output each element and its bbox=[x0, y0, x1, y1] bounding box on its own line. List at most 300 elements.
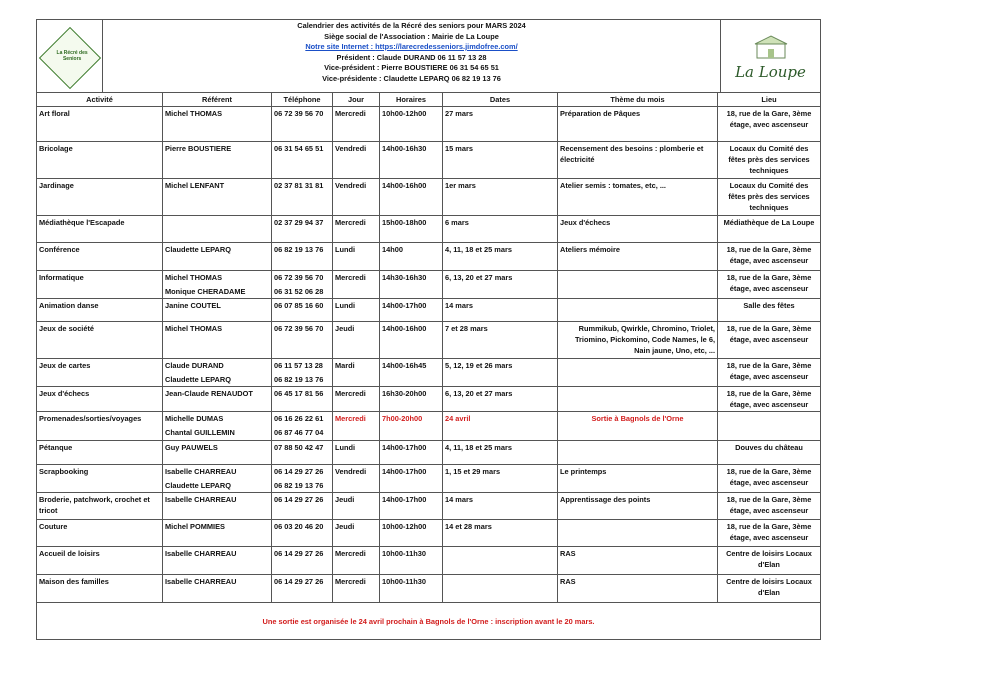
referent-text: Isabelle CHARREAU bbox=[165, 495, 237, 504]
activite-text: Scrapbooking bbox=[39, 467, 89, 476]
horaires-text: 14h00-17h00 bbox=[382, 301, 427, 310]
telephone-text: 06 31 54 65 51 bbox=[274, 144, 324, 153]
dates-text: 1er mars bbox=[445, 181, 476, 190]
table-row bbox=[37, 359, 821, 387]
horaires-text: 14h00-16h30 bbox=[382, 144, 427, 153]
horaires-text: 14h00-17h00 bbox=[382, 495, 427, 504]
telephone-cell bbox=[272, 359, 333, 387]
jour-text: Mercredi bbox=[335, 109, 366, 118]
activities-table bbox=[36, 92, 821, 640]
telephone-cell bbox=[272, 179, 333, 216]
siege-line: Siège social de l'Association : Mairie de La Loupe bbox=[324, 31, 499, 41]
site-label: Notre site Internet : bbox=[305, 42, 376, 51]
dates-cell bbox=[443, 547, 558, 575]
lieu-text: 18, rue de la Gare, 3ème étage, avec ascenseur bbox=[726, 245, 812, 265]
referent-cell bbox=[163, 179, 272, 216]
referent-text: Guy PAUWELS bbox=[165, 443, 218, 452]
horaires-text: 14h00-16h45 bbox=[382, 361, 427, 370]
president-line: Président : Claude DURAND 06 11 57 13 28 bbox=[336, 52, 487, 62]
theme-cell bbox=[558, 107, 718, 142]
theme-cell bbox=[558, 299, 718, 322]
activite-text: Jeux d'échecs bbox=[39, 389, 90, 398]
col-horaires: Horaires bbox=[380, 93, 443, 107]
telephone-text: 06 72 39 56 70 bbox=[274, 273, 324, 282]
telephone-text: 06 72 39 56 70 bbox=[274, 324, 324, 333]
theme-cell bbox=[558, 493, 718, 520]
lieu-cell bbox=[718, 243, 821, 271]
horaires-cell bbox=[380, 142, 443, 179]
activite-text: Bricolage bbox=[39, 144, 73, 153]
horaires-cell bbox=[380, 359, 443, 387]
lieu-text: 18, rue de la Gare, 3ème étage, avec ascenseur bbox=[726, 389, 812, 409]
telephone-text: 06 14 29 27 26 bbox=[274, 495, 324, 504]
theme-cell bbox=[558, 387, 718, 412]
jour-cell bbox=[333, 359, 380, 387]
lieu-cell bbox=[718, 359, 821, 387]
la-loupe-wordmark: La Loupe bbox=[735, 63, 806, 81]
theme-text: Sortie à Bagnols de l'Orne bbox=[591, 414, 684, 423]
telephone-cell bbox=[272, 216, 333, 243]
referent-cell bbox=[163, 493, 272, 520]
table-row bbox=[37, 179, 821, 216]
lieu-cell bbox=[718, 520, 821, 547]
horaires-cell bbox=[380, 547, 443, 575]
telephone-text: 02 37 29 94 37 bbox=[274, 218, 324, 227]
activite-cell bbox=[37, 322, 163, 359]
horaires-cell bbox=[380, 243, 443, 271]
referent-cell bbox=[163, 142, 272, 179]
table-row bbox=[37, 441, 821, 465]
la-loupe-logo bbox=[721, 20, 821, 93]
dates-text: 1, 15 et 29 mars bbox=[445, 467, 501, 476]
theme-text: Jeux d'échecs bbox=[560, 218, 611, 227]
horaires-cell bbox=[380, 299, 443, 322]
activite-cell bbox=[37, 299, 163, 322]
telephone-cell bbox=[272, 271, 333, 299]
telephone-cell bbox=[272, 547, 333, 575]
jour-cell bbox=[333, 547, 380, 575]
dates-text: 4, 11, 18 et 25 mars bbox=[445, 443, 512, 452]
jour-cell bbox=[333, 322, 380, 359]
telephone-cell bbox=[272, 142, 333, 179]
telephone-text: 06 03 20 46 20 bbox=[274, 522, 324, 531]
theme-cell bbox=[558, 216, 718, 243]
telephone-text: 06 16 26 22 61 bbox=[274, 414, 324, 423]
col-activite: Activité bbox=[37, 93, 163, 107]
dates-cell bbox=[443, 412, 558, 441]
dates-text: 14 mars bbox=[445, 301, 473, 310]
referent-text: Michel LENFANT bbox=[165, 181, 225, 190]
dates-text: 6, 13, 20 et 27 mars bbox=[445, 273, 513, 282]
lieu-cell bbox=[718, 412, 821, 441]
theme-cell bbox=[558, 322, 718, 359]
lieu-text: Douves du château bbox=[735, 443, 803, 452]
activite-text: Maison des familles bbox=[39, 577, 109, 586]
table-row bbox=[37, 216, 821, 243]
activite-text: Jeux de cartes bbox=[39, 361, 91, 370]
town-emblem-icon bbox=[741, 34, 801, 64]
activite-cell bbox=[37, 243, 163, 271]
horaires-text: 14h00 bbox=[382, 245, 403, 254]
lieu-cell bbox=[718, 107, 821, 142]
referent-text: Chantal GUILLEMIN bbox=[165, 428, 235, 437]
referent-text: Isabelle CHARREAU bbox=[165, 467, 237, 476]
activities-body bbox=[37, 107, 821, 603]
theme-cell bbox=[558, 441, 718, 465]
dates-cell bbox=[443, 216, 558, 243]
lieu-text: 18, rue de la Gare, 3ème étage, avec ascenseur bbox=[726, 361, 812, 381]
jour-text: Mercredi bbox=[335, 577, 366, 586]
jour-text: Vendredi bbox=[335, 181, 367, 190]
activite-text: Médiathèque l'Escapade bbox=[39, 218, 125, 227]
dates-text: 4, 11, 18 et 25 mars bbox=[445, 245, 512, 254]
theme-cell bbox=[558, 179, 718, 216]
horaires-cell bbox=[380, 412, 443, 441]
lieu-text: 18, rue de la Gare, 3ème étage, avec ascenseur bbox=[726, 495, 812, 515]
jour-cell bbox=[333, 216, 380, 243]
lieu-cell bbox=[718, 142, 821, 179]
dates-cell bbox=[443, 520, 558, 547]
jour-text: Mercredi bbox=[335, 273, 366, 282]
jour-text: Mercredi bbox=[335, 389, 366, 398]
table-row bbox=[37, 299, 821, 322]
col-jour: Jour bbox=[333, 93, 380, 107]
dates-cell bbox=[443, 271, 558, 299]
dates-cell bbox=[443, 441, 558, 465]
footer-note: Une sortie est organisée le 24 avril prochain à Bagnols de l'Orne : inscription avant le 20 mars. bbox=[37, 603, 821, 640]
horaires-cell bbox=[380, 216, 443, 243]
activite-cell bbox=[37, 412, 163, 441]
telephone-cell bbox=[272, 107, 333, 142]
theme-text: Recensement des besoins : plomberie et électricité bbox=[560, 144, 704, 164]
dates-text: 27 mars bbox=[445, 109, 473, 118]
activite-cell bbox=[37, 216, 163, 243]
activite-text: Informatique bbox=[39, 273, 84, 282]
referent-text: Janine COUTEL bbox=[165, 301, 221, 310]
horaires-text: 14h00-16h00 bbox=[382, 181, 427, 190]
jour-text: Lundi bbox=[335, 301, 356, 310]
activite-text: Couture bbox=[39, 522, 68, 531]
theme-cell bbox=[558, 575, 718, 603]
referent-cell bbox=[163, 299, 272, 322]
referent-cell bbox=[163, 575, 272, 603]
referent-cell bbox=[163, 216, 272, 243]
association-logo bbox=[37, 20, 103, 93]
theme-text: Apprentissage des points bbox=[560, 495, 651, 504]
recre-logo-icon: La Récré des Seniors bbox=[38, 26, 100, 88]
activite-cell bbox=[37, 575, 163, 603]
dates-cell bbox=[443, 179, 558, 216]
activite-text: Jardinage bbox=[39, 181, 74, 190]
jour-cell bbox=[333, 465, 380, 493]
referent-cell bbox=[163, 271, 272, 299]
referent-cell bbox=[163, 243, 272, 271]
horaires-text: 15h00-18h00 bbox=[382, 218, 427, 227]
theme-text: Le printemps bbox=[560, 467, 607, 476]
lieu-cell bbox=[718, 271, 821, 299]
referent-text: Michel POMMIES bbox=[165, 522, 225, 531]
telephone-text: 06 87 46 77 04 bbox=[274, 428, 324, 437]
horaires-text: 10h00-11h30 bbox=[382, 577, 426, 586]
jour-cell bbox=[333, 412, 380, 441]
activite-text: Art floral bbox=[39, 109, 70, 118]
lieu-text: Centre de loisirs Locaux d'Elan bbox=[726, 549, 812, 569]
dates-text: 14 mars bbox=[445, 495, 473, 504]
jour-cell bbox=[333, 387, 380, 412]
dates-cell bbox=[443, 575, 558, 603]
horaires-text: 10h00-12h00 bbox=[382, 109, 427, 118]
horaires-cell bbox=[380, 179, 443, 216]
horaires-text: 14h30-16h30 bbox=[382, 273, 427, 282]
dates-cell bbox=[443, 465, 558, 493]
horaires-cell bbox=[380, 441, 443, 465]
footer-row bbox=[37, 603, 821, 640]
dates-cell bbox=[443, 493, 558, 520]
telephone-cell bbox=[272, 520, 333, 547]
activite-text: Conférence bbox=[39, 245, 80, 254]
activite-text: Accueil de loisirs bbox=[39, 549, 100, 558]
telephone-cell bbox=[272, 243, 333, 271]
table-row bbox=[37, 322, 821, 359]
referent-text: Michel THOMAS bbox=[165, 109, 223, 118]
telephone-text: 06 14 29 27 26 bbox=[274, 577, 324, 586]
telephone-text: 06 82 19 13 76 bbox=[274, 375, 324, 384]
lieu-cell bbox=[718, 179, 821, 216]
referent-cell bbox=[163, 465, 272, 493]
theme-cell bbox=[558, 520, 718, 547]
referent-text: Isabelle CHARREAU bbox=[165, 577, 237, 586]
col-dates: Dates bbox=[443, 93, 558, 107]
lieu-text: Locaux du Comité des fêtes près des services techniques bbox=[728, 144, 810, 175]
activite-text: Pétanque bbox=[39, 443, 73, 452]
activite-cell bbox=[37, 520, 163, 547]
calendar-sheet bbox=[36, 19, 820, 640]
table-row bbox=[37, 142, 821, 179]
telephone-text: 06 07 85 16 60 bbox=[274, 301, 324, 310]
horaires-text: 10h00-11h30 bbox=[382, 549, 426, 558]
jour-text: Mardi bbox=[335, 361, 355, 370]
horaires-text: 14h00-17h00 bbox=[382, 443, 427, 452]
jour-cell bbox=[333, 299, 380, 322]
lieu-cell bbox=[718, 575, 821, 603]
telephone-text: 06 82 19 13 76 bbox=[274, 245, 324, 254]
activite-cell bbox=[37, 107, 163, 142]
theme-cell bbox=[558, 271, 718, 299]
horaires-text: 14h00-17h00 bbox=[382, 467, 427, 476]
telephone-text: 06 31 52 06 28 bbox=[274, 287, 324, 296]
header-table bbox=[36, 19, 821, 93]
lieu-text: 18, rue de la Gare, 3ème étage, avec ascenseur bbox=[726, 522, 812, 542]
dates-cell bbox=[443, 299, 558, 322]
lieu-cell bbox=[718, 299, 821, 322]
jour-cell bbox=[333, 520, 380, 547]
column-headers bbox=[37, 93, 821, 107]
table-row bbox=[37, 520, 821, 547]
telephone-text: 06 14 29 27 26 bbox=[274, 467, 324, 476]
referent-cell bbox=[163, 107, 272, 142]
activite-cell bbox=[37, 493, 163, 520]
lieu-cell bbox=[718, 441, 821, 465]
activite-text: Broderie, patchwork, crochet et tricot bbox=[39, 495, 150, 515]
table-row bbox=[37, 575, 821, 603]
col-lieu: Lieu bbox=[718, 93, 821, 107]
jour-cell bbox=[333, 179, 380, 216]
jour-text: Mercredi bbox=[335, 218, 366, 227]
dates-cell bbox=[443, 322, 558, 359]
horaires-text: 16h30-20h00 bbox=[382, 389, 427, 398]
jour-text: Vendredi bbox=[335, 467, 367, 476]
theme-text: Rummikub, Qwirkle, Chromino, Triolet, Triomino, Pickomino, Code Names, le 6, Nain jaune, Uno, etc, ... bbox=[574, 324, 715, 355]
jour-cell bbox=[333, 441, 380, 465]
horaires-cell bbox=[380, 387, 443, 412]
theme-text: RAS bbox=[560, 577, 576, 586]
table-row bbox=[37, 493, 821, 520]
lieu-text: Salle des fêtes bbox=[743, 301, 795, 310]
vice-presidente-line: Vice-présidente : Claudette LEPARQ 06 82 19 13 76 bbox=[322, 73, 501, 83]
telephone-text: 06 14 29 27 26 bbox=[274, 549, 324, 558]
horaires-text: 7h00-20h00 bbox=[382, 414, 423, 423]
jour-text: Jeudi bbox=[335, 324, 355, 333]
table-row bbox=[37, 387, 821, 412]
activite-cell bbox=[37, 547, 163, 575]
telephone-cell bbox=[272, 575, 333, 603]
theme-cell bbox=[558, 243, 718, 271]
horaires-cell bbox=[380, 575, 443, 603]
activite-cell bbox=[37, 271, 163, 299]
horaires-text: 10h00-12h00 bbox=[382, 522, 427, 531]
table-row bbox=[37, 243, 821, 271]
theme-cell bbox=[558, 547, 718, 575]
theme-text: RAS bbox=[560, 549, 576, 558]
activite-text: Animation danse bbox=[39, 301, 99, 310]
table-row bbox=[37, 412, 821, 441]
horaires-cell bbox=[380, 520, 443, 547]
lieu-cell bbox=[718, 322, 821, 359]
jour-text: Jeudi bbox=[335, 522, 355, 531]
telephone-cell bbox=[272, 493, 333, 520]
dates-cell bbox=[443, 142, 558, 179]
jour-cell bbox=[333, 575, 380, 603]
jour-cell bbox=[333, 107, 380, 142]
jour-text: Lundi bbox=[335, 443, 356, 452]
dates-text: 5, 12, 19 et 26 mars bbox=[445, 361, 513, 370]
telephone-text: 07 88 50 42 47 bbox=[274, 443, 324, 452]
referent-cell bbox=[163, 359, 272, 387]
table-row bbox=[37, 547, 821, 575]
telephone-cell bbox=[272, 412, 333, 441]
jour-text: Vendredi bbox=[335, 144, 367, 153]
lieu-text: Centre de loisirs Locaux d'Elan bbox=[726, 577, 812, 597]
referent-text: Michel THOMAS bbox=[165, 273, 223, 282]
theme-text: Préparation de Pâques bbox=[560, 109, 641, 118]
referent-text: Claudette LEPARQ bbox=[165, 245, 231, 254]
lieu-text: 18, rue de la Gare, 3ème étage, avec ascenseur bbox=[726, 109, 812, 129]
activite-cell bbox=[37, 387, 163, 412]
telephone-text: 06 72 39 56 70 bbox=[274, 109, 324, 118]
referent-text: Pierre BOUSTIERE bbox=[165, 144, 232, 153]
col-telephone: Téléphone bbox=[272, 93, 333, 107]
table-row bbox=[37, 107, 821, 142]
horaires-cell bbox=[380, 465, 443, 493]
theme-cell bbox=[558, 359, 718, 387]
horaires-cell bbox=[380, 271, 443, 299]
telephone-cell bbox=[272, 322, 333, 359]
dates-text: 7 et 28 mars bbox=[445, 324, 488, 333]
telephone-cell bbox=[272, 299, 333, 322]
table-row bbox=[37, 271, 821, 299]
referent-text: Jean-Claude RENAUDOT bbox=[165, 389, 253, 398]
dates-text: 6 mars bbox=[445, 218, 469, 227]
lieu-text: 18, rue de la Gare, 3ème étage, avec ascenseur bbox=[726, 324, 812, 344]
jour-text: Jeudi bbox=[335, 495, 355, 504]
dates-cell bbox=[443, 387, 558, 412]
jour-cell bbox=[333, 271, 380, 299]
theme-cell bbox=[558, 142, 718, 179]
activite-cell bbox=[37, 179, 163, 216]
activite-text: Jeux de société bbox=[39, 324, 95, 333]
telephone-cell bbox=[272, 441, 333, 465]
referent-text: Isabelle CHARREAU bbox=[165, 549, 237, 558]
activite-cell bbox=[37, 441, 163, 465]
lieu-cell bbox=[718, 216, 821, 243]
dates-cell bbox=[443, 359, 558, 387]
dates-cell bbox=[443, 243, 558, 271]
referent-cell bbox=[163, 412, 272, 441]
lieu-cell bbox=[718, 493, 821, 520]
telephone-cell bbox=[272, 387, 333, 412]
lieu-text: Locaux du Comité des fêtes près des services techniques bbox=[728, 181, 810, 212]
dates-text: 15 mars bbox=[445, 144, 473, 153]
lieu-text: Médiathèque de La Loupe bbox=[723, 218, 815, 227]
telephone-text: 06 82 19 13 76 bbox=[274, 481, 324, 490]
horaires-cell bbox=[380, 493, 443, 520]
jour-text: Mercredi bbox=[335, 549, 366, 558]
horaires-cell bbox=[380, 322, 443, 359]
referent-text: Claude DURAND bbox=[165, 361, 224, 370]
dates-text: 6, 13, 20 et 27 mars bbox=[445, 389, 513, 398]
lieu-cell bbox=[718, 547, 821, 575]
horaires-cell bbox=[380, 107, 443, 142]
jour-cell bbox=[333, 493, 380, 520]
dates-text: 24 avril bbox=[445, 414, 471, 423]
dates-cell bbox=[443, 107, 558, 142]
site-line bbox=[105, 42, 718, 53]
referent-cell bbox=[163, 547, 272, 575]
page-title: Calendrier des activités de la Récré des seniors pour MARS 2024 bbox=[297, 21, 526, 30]
referent-text: Claudette LEPARQ bbox=[165, 375, 231, 384]
jour-text: Mercredi bbox=[335, 414, 366, 423]
activite-cell bbox=[37, 142, 163, 179]
lieu-text: 18, rue de la Gare, 3ème étage, avec ascenseur bbox=[726, 273, 812, 293]
table-row bbox=[37, 465, 821, 493]
vice-president-line: Vice-président : Pierre BOUSTIERE 06 31 54 65 51 bbox=[324, 63, 499, 72]
theme-cell bbox=[558, 465, 718, 493]
header-text bbox=[103, 20, 721, 93]
site-link[interactable]: https://larecredesseniors.jimdofree.com/ bbox=[375, 42, 518, 51]
col-theme: Thème du mois bbox=[558, 93, 718, 107]
referent-cell bbox=[163, 441, 272, 465]
horaires-text: 14h00-16h00 bbox=[382, 324, 427, 333]
dates-text: 14 et 28 mars bbox=[445, 522, 492, 531]
referent-cell bbox=[163, 520, 272, 547]
telephone-text: 06 45 17 81 56 bbox=[274, 389, 324, 398]
theme-cell bbox=[558, 412, 718, 441]
referent-text: Michel THOMAS bbox=[165, 324, 223, 333]
referent-text: Monique CHERADAME bbox=[165, 287, 246, 296]
theme-text: Ateliers mémoire bbox=[560, 245, 620, 254]
telephone-cell bbox=[272, 465, 333, 493]
referent-text: Michelle DUMAS bbox=[165, 414, 224, 423]
